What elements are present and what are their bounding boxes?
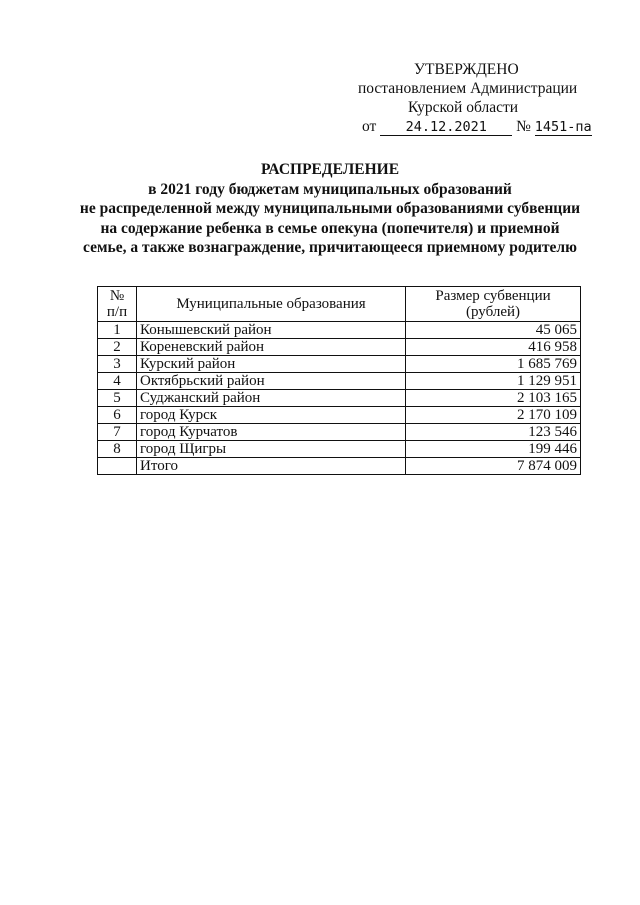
document-heading	[60, 160, 600, 258]
row-number: 1	[98, 322, 137, 339]
table-row	[98, 356, 581, 373]
approval-stamp	[352, 60, 602, 136]
approval-date-number-line	[352, 117, 602, 136]
table-row	[98, 339, 581, 356]
row-number: 5	[98, 390, 137, 407]
row-amount: 1 685 769	[406, 356, 581, 373]
table-row	[98, 390, 581, 407]
approval-title: УТВЕРЖДЕНО	[414, 61, 519, 78]
approval-resolution-line: постановлением Администрации	[358, 80, 578, 97]
row-amount: 199 446	[406, 441, 581, 458]
table-row	[98, 373, 581, 390]
approval-date: 24.12.2021	[380, 120, 512, 136]
row-amount: 123 546	[406, 424, 581, 441]
row-number: 3	[98, 356, 137, 373]
table-row	[98, 322, 581, 339]
row-number: 4	[98, 373, 137, 390]
distribution-table	[97, 286, 581, 475]
approval-number: 1451-па	[534, 119, 592, 135]
table-row	[98, 441, 581, 458]
number-prefix: №	[516, 118, 531, 135]
heading-line: семье, а также вознаграждение, причитающееся приемному родителю	[83, 239, 577, 257]
row-number: 7	[98, 424, 137, 441]
row-amount: 416 958	[406, 339, 581, 356]
heading-line: не распределенной между муниципальными образованиями субвенции	[79, 200, 581, 218]
row-amount: 45 065	[406, 322, 581, 339]
row-number: 6	[98, 407, 137, 424]
column-header-amount: Размер субвенции (рублей)	[406, 287, 581, 322]
row-municipality: город Щигры	[137, 441, 406, 458]
row-number: 8	[98, 441, 137, 458]
row-amount: 2 170 109	[406, 407, 581, 424]
table-row	[98, 424, 581, 441]
date-prefix: от	[362, 118, 377, 135]
row-amount: 2 103 165	[406, 390, 581, 407]
heading-title: РАСПРЕДЕЛЕНИЕ	[260, 161, 400, 178]
row-amount: 1 129 951	[406, 373, 581, 390]
column-header-municipality: Муниципальные образования	[137, 287, 406, 322]
row-municipality: Октябрьский район	[137, 373, 406, 390]
table-header-row	[98, 287, 581, 322]
total-amount: 7 874 009	[406, 458, 581, 475]
row-municipality: город Курск	[137, 407, 406, 424]
total-label: Итого	[137, 458, 406, 475]
row-municipality: Суджанский район	[137, 390, 406, 407]
table-total-row	[98, 458, 581, 475]
row-municipality: город Курчатов	[137, 424, 406, 441]
heading-line: на содержание ребенка в семье опекуна (попечителя) и приемной	[100, 219, 560, 237]
row-municipality: Кореневский район	[137, 339, 406, 356]
heading-line: в 2021 году бюджетам муниципальных образований	[148, 180, 512, 198]
row-number: 2	[98, 339, 137, 356]
total-number-cell	[98, 458, 137, 475]
row-municipality: Конышевский район	[137, 322, 406, 339]
table-row	[98, 407, 581, 424]
column-header-number: № п/п	[98, 287, 137, 322]
approval-region-line: Курской области	[408, 99, 519, 116]
row-municipality: Курский район	[137, 356, 406, 373]
